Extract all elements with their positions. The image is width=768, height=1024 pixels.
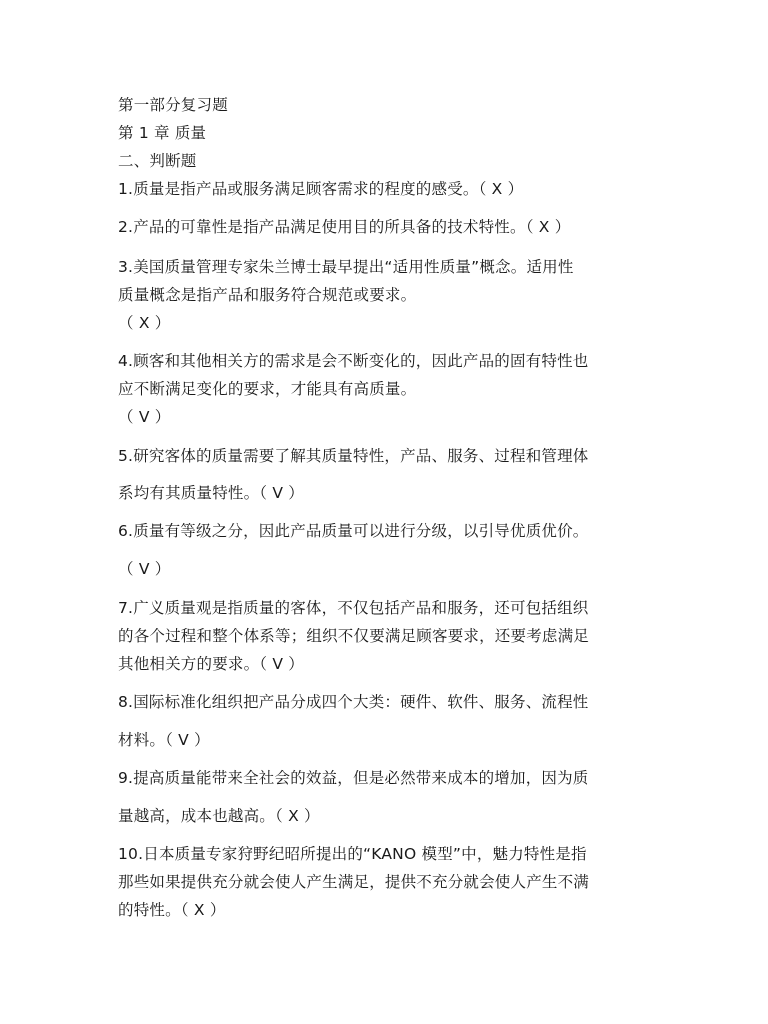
question-7-line-3: 其他相关方的要求。（ V ） [118, 655, 305, 673]
chapter-title: 第 1 章 质量 [118, 124, 207, 142]
question-8-line-2: 材料。（ V ） [118, 731, 210, 749]
question-3-line-2: 质量概念是指产品和服务符合规范或要求。 [118, 286, 417, 304]
question-1-line-1: 1.质量是指产品或服务满足顾客需求的程度的感受。（ X ） [118, 180, 524, 198]
question-10-line-2: 那些如果提供充分就会使人产生满足，提供不充分就会使人产生不满 [118, 873, 590, 891]
question-2-line-1: 2.产品的可靠性是指产品满足使用目的所具备的技术特性。（ X ） [118, 218, 571, 236]
section-title: 二、判断题 [118, 152, 197, 170]
part-title: 第一部分复习题 [118, 96, 228, 114]
question-9-line-1: 9.提高质量能带来全社会的效益，但是必然带来成本的增加，因为质 [118, 769, 589, 787]
question-3-answer: （ X ） [118, 314, 171, 332]
question-5-line-2: 系均有其质量特性。（ V ） [118, 484, 305, 502]
question-10-line-1: 10.日本质量专家狩野纪昭所提出的“KANO 模型”中，魅力特性是指 [118, 845, 587, 863]
question-4-line-2: 应不断满足变化的要求，才能具有高质量。 [118, 380, 417, 398]
question-6-line-1: 6.质量有等级之分，因此产品质量可以进行分级，以引导优质优价。 [118, 522, 589, 540]
question-7-line-2: 的各个过程和整个体系等；组织不仅要满足顾客要求，还要考虑满足 [118, 627, 590, 645]
question-9-line-2: 量越高，成本也越高。（ X ） [118, 807, 320, 825]
question-5-line-1: 5.研究客体的质量需要了解其质量特性，产品、服务、过程和管理体 [118, 447, 589, 465]
question-6-answer: （ V ） [118, 560, 171, 578]
question-3-line-1: 3.美国质量管理专家朱兰博士最早提出“适用性质量”概念。适用性 [118, 258, 574, 276]
question-7-line-1: 7.广义质量观是指质量的客体，不仅包括产品和服务，还可包括组织 [118, 599, 589, 617]
question-8-line-1: 8.国际标准化组织把产品分成四个大类：硬件、软件、服务、流程性 [118, 693, 589, 711]
question-10-line-3: 的特性。（ X ） [118, 901, 226, 919]
question-4-answer: （ V ） [118, 408, 171, 426]
question-4-line-1: 4.顾客和其他相关方的需求是会不断变化的，因此产品的固有特性也 [118, 352, 589, 370]
